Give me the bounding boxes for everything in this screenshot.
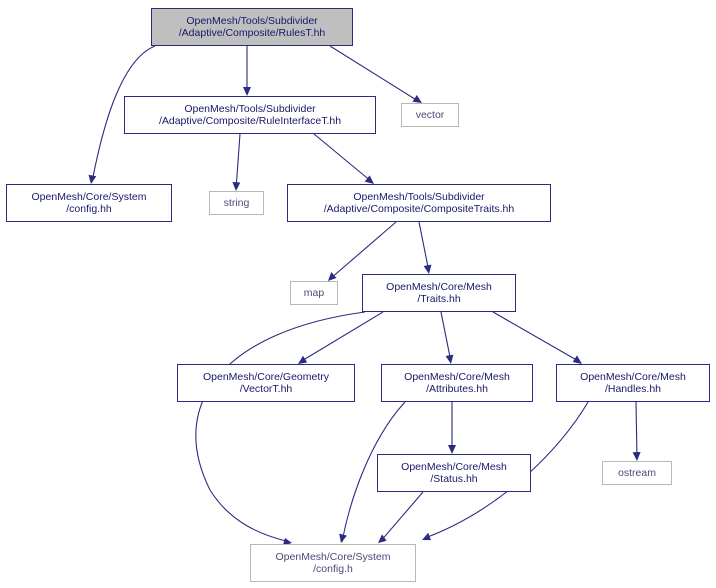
node-attributes[interactable] <box>381 364 533 402</box>
node-label-line: /config.h <box>313 563 353 575</box>
node-label-line: /Adaptive/Composite/RulesT.hh <box>178 27 326 39</box>
node-label-line: OpenMesh/Tools/Subdivider <box>186 14 318 27</box>
node-systemconfigh[interactable] <box>250 544 416 582</box>
edge-ruleinterfacet-to-compositetraits <box>314 134 372 182</box>
arrowhead-traits-to-attributes <box>446 355 454 364</box>
edge-traits-to-attributes <box>441 312 451 362</box>
node-vectort[interactable] <box>177 364 355 402</box>
arrowhead-traits-to-handles <box>573 355 582 364</box>
arrowhead-traits-to-vectort <box>298 356 307 364</box>
arrowhead-ruleinterfacet-to-string <box>232 182 240 191</box>
node-status[interactable] <box>377 454 531 492</box>
node-label-line: OpenMesh/Core/System <box>31 190 147 203</box>
arrowhead-ruleinterfacet-to-compositetraits <box>365 175 374 184</box>
arrowhead-status-to-systemconfigh <box>378 534 387 543</box>
node-label-line: /Attributes.hh <box>426 383 488 395</box>
arrowhead-compositetraits-to-map <box>328 272 336 281</box>
node-label-line: OpenMesh/Core/Mesh <box>386 280 492 293</box>
node-label-line: string <box>223 196 250 209</box>
node-string[interactable] <box>209 191 264 215</box>
arrowhead-handles-to-ostream <box>633 452 641 461</box>
arrowhead-rulest-to-vector <box>413 95 423 103</box>
edge-traits-to-vectort <box>300 312 383 362</box>
arrowhead-compositetraits-to-traits <box>424 265 432 274</box>
edge-rulest-to-vector <box>330 46 418 101</box>
edge-compositetraits-to-map <box>330 222 396 279</box>
node-vector[interactable] <box>401 103 459 127</box>
arrowhead-attributes-to-systemconfigh <box>339 534 347 543</box>
edge-compositetraits-to-traits <box>419 222 429 272</box>
node-map[interactable] <box>290 281 338 305</box>
arrowhead-handles-to-systemconfigh <box>422 533 431 540</box>
node-handles[interactable] <box>556 364 710 402</box>
edge-ruleinterfacet-to-string <box>236 134 240 189</box>
node-rulest[interactable] <box>151 8 353 46</box>
edge-status-to-systemconfigh <box>380 492 423 542</box>
arrowhead-attributes-to-status <box>448 445 456 454</box>
node-label-line: ostream <box>618 466 656 479</box>
node-traits[interactable] <box>362 274 516 312</box>
node-ostream[interactable] <box>602 461 672 485</box>
node-label-line: OpenMesh/Core/Mesh <box>404 370 510 383</box>
node-label-line: vector <box>415 108 445 121</box>
node-label-line: OpenMesh/Tools/Subdivider <box>184 102 316 115</box>
edge-traits-to-systemconfigh <box>196 312 365 542</box>
node-label-line: OpenMesh/Tools/Subdivider <box>353 190 485 203</box>
node-label-line: OpenMesh/Core/System <box>275 550 391 563</box>
node-label-line: map <box>303 286 325 299</box>
node-label-line: OpenMesh/Core/Mesh <box>401 460 507 473</box>
node-label-line: /Status.hh <box>430 473 478 485</box>
node-label-line: OpenMesh/Core/Mesh <box>580 370 686 383</box>
node-label-line: /Adaptive/Composite/RuleInterfaceT.hh <box>158 115 342 127</box>
node-label-line: OpenMesh/Core/Geometry <box>202 370 330 383</box>
node-ruleinterfacet[interactable] <box>124 96 376 134</box>
node-compositetraits[interactable] <box>287 184 551 222</box>
node-label-line: /Handles.hh <box>604 383 662 395</box>
node-systemconfighh[interactable] <box>6 184 172 222</box>
edge-traits-to-handles <box>493 312 580 362</box>
node-label-line: /Traits.hh <box>417 293 461 305</box>
edge-handles-to-ostream <box>636 402 637 459</box>
node-label-line: /VectorT.hh <box>239 383 293 395</box>
node-label-line: /Adaptive/Composite/CompositeTraits.hh <box>323 203 515 215</box>
node-label-line: /config.hh <box>66 203 112 215</box>
arrowhead-rulest-to-systemconfighh <box>89 175 97 184</box>
arrowhead-rulest-to-ruleinterfacet <box>243 87 251 96</box>
